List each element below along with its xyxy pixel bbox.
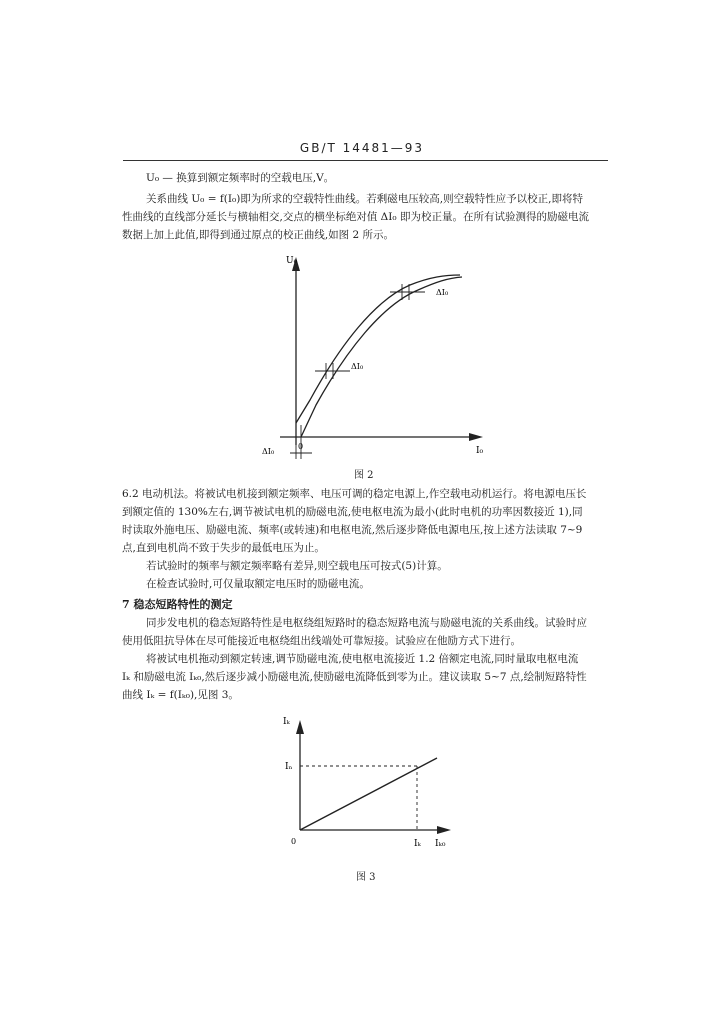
text-line: 数据上加上此值,即得到通过原点的校正曲线,如图 2 所示。 (122, 229, 395, 241)
text-line: 使用低阻抗导体在尽可能接近电枢绕组出线端处可靠短接。试验应在他励方式下进行。 (122, 635, 521, 647)
text-line: 时读取外施电压、励磁电流、频率(或转速)和电枢电流,然后逐步降低电源电压,按上述方法读取 7~9 (122, 524, 583, 536)
text-line: 6.2 电动机法。将被试电机接到额定频率、电压可调的稳定电源上,作空载电动机运行。将电源电压长 (122, 488, 587, 500)
text-line: 曲线 Iₖ = f(Iₖ₀),见图 3。 (122, 689, 239, 701)
text-line: Iₖ 和励磁电流 Iₖ₀,然后逐步减小励磁电流,使励磁电流降低到零为止。建议读取 5~7 点,绘制短路特性 (122, 671, 587, 683)
corrected-curve (301, 277, 462, 437)
delta-label-top: ΔI₀ (436, 288, 449, 297)
x-mark-label: Iₖ (414, 839, 421, 849)
text-line: 到额定值的 130%左右,调节被试电机的励磁电流,使电枢电流为最小(此时电机的功率因数接近 1),同 (122, 506, 583, 518)
x-axis-label: I₀ (476, 446, 484, 456)
figure-3-chart (275, 712, 465, 862)
text-line: 将被试电机拖动到额定转速,调节励磁电流,使电枢电流接近 1.2 倍额定电流,同时量取电枢电流 (146, 653, 579, 665)
text-line: 在检查试验时,可仅量取额定电压时的励磁电流。 (146, 578, 370, 590)
figure-3-caption: 图 3 (356, 872, 376, 883)
x-axis-label: Iₖ₀ (435, 839, 446, 849)
short-circuit-line (300, 758, 437, 830)
origin-label: 0 (298, 442, 304, 451)
text-line: 关系曲线 U₀ = f(I₀)即为所求的空载特性曲线。若剩磁电压较高,则空载特性应予以校正,即将特 (146, 193, 583, 205)
y-axis-label: U₀ (286, 256, 298, 266)
origin-label: 0 (291, 837, 297, 846)
x-axis-arrow (469, 433, 483, 441)
measured-curve (296, 275, 460, 423)
text-line: 若试验时的频率与额定频率略有差异,则空载电压可按式(5)计算。 (146, 560, 448, 572)
y-axis-label: Iₖ (283, 717, 290, 727)
y-mark-label: Iₙ (285, 762, 293, 772)
text-line: U₀ — 换算到额定频率时的空载电压,V。 (146, 172, 335, 184)
text-line: 性曲线的直线部分延长与横轴相交,交点的横坐标绝对值 ΔI₀ 即为校正量。在所有试验测得的励磁电流 (122, 211, 589, 223)
x-axis-arrow (437, 826, 451, 834)
y-axis-arrow (296, 720, 304, 734)
running-header: GB/T 14481—93 (299, 141, 425, 155)
delta-label-left: ΔI₀ (262, 447, 275, 456)
section-heading: 7 稳态短路特性的测定 (122, 598, 233, 611)
delta-label-mid: ΔI₀ (351, 362, 364, 371)
figure-2-diagram (250, 245, 490, 480)
text-line: 同步发电机的稳态短路特性是电枢绕组短路时的稳态短路电流与励磁电流的关系曲线。试验时应 (146, 617, 587, 629)
header-rule (123, 160, 608, 161)
figure-2-caption: 图 2 (354, 470, 374, 481)
text-line: 点,直到电机尚不致于失步的最低电压为止。 (122, 542, 325, 554)
